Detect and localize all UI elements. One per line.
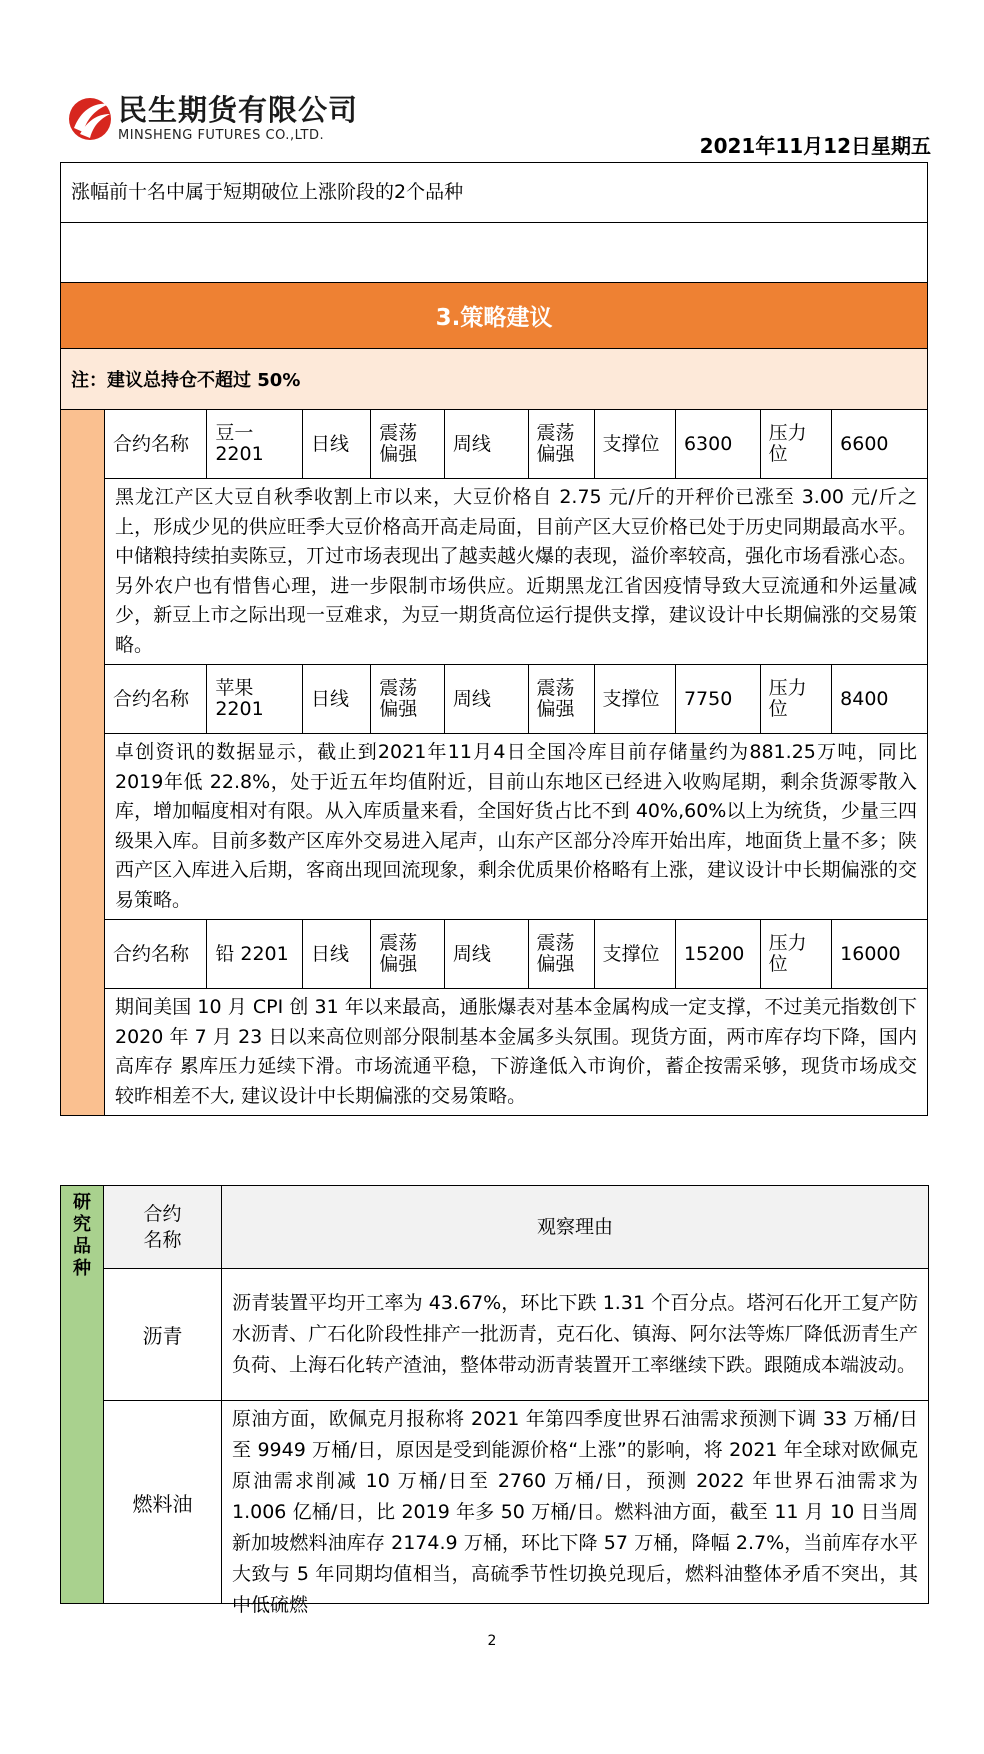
support-value: 7750 [675,665,760,734]
daily-value: 震荡偏强 [371,665,445,734]
contract-label: 合约名称 [105,665,207,734]
contract-label: 合约名称 [105,410,207,479]
daily-label: 日线 [303,665,371,734]
research-row [61,1269,929,1401]
pressure-label: 压力位 [760,665,832,734]
research-reason: 沥青装置平均开工率为 43.67%，环比下跌 1.31 个百分点。塔河石化开工复产防水沥青、广石化阶段性排产一批沥青，克石化、镇海、阿尔法等炼厂降低沥青生产负荷、上海石化转产渣油，整体带动沥青装置开工率继续下跌。跟随成本端波动。 [222,1269,929,1401]
section-header-row [61,283,928,349]
top-text: 涨幅前十名中属于短期破位上涨阶段的2个品种 [61,163,928,223]
weekly-label: 周线 [444,665,528,734]
col-contract-name [104,1186,222,1269]
research-name: 沥青 [104,1269,222,1401]
weekly-value: 震荡偏强 [528,920,594,989]
research-reason-text: 原油方面，欧佩克月报称将 2021 年第四季度世界石油需求预测下调 33 万桶/日至 9949 万桶/日，原因是受到能源价格“上涨”的影响，将 2021 年全球对欧佩克原油需求削减 10 万桶/日至 2760 万桶/日，预测 2022 年世界石油需求为 1.006 亿桶/日，比 2019 年多 50 万桶/日。燃料油方面，截至 11 月 10 日当周新加坡燃料油库存 2174.9 万桶，环比下降 57 万桶，降幅 2.7%，当前库存水平大致与 5 年同期均值相当，高硫季节性切换兑现后，燃料油整体矛盾不突出，其中低硫燃 [232,1408,918,1616]
research-name: 燃料油 [104,1401,222,1604]
col-reason: 观察理由 [222,1186,929,1269]
research-table [60,1185,929,1616]
pressure-value: 6600 [832,410,928,479]
contract-analysis-row [61,479,928,665]
blank-row [61,223,928,283]
contract-analysis: 黑龙江产区大豆自秋季收割上市以来，大豆价格自 2.75 元/斤的开秤价已涨至 3.00 元/斤之上，形成少见的供应旺季大豆价格高开高走局面，目前产区大豆价格已处于历史同期最高水平。中储粮持续拍卖陈豆，丌过市场表现出了越卖越火爆的表现，溢价率较高，强化市场看涨心态。另外农户也有惜售心理，进一步限制市场供应。近期黑龙江省因疫情导致大豆流通和外运量减少，新豆上市之际出现一豆难求，为豆一期货高位运行提供支撑，建议设计中长期偏涨的交易策略。 [105,479,928,665]
contract-analysis: 卓创资讯的数据显示，截止到2021年11月4日全国冷库目前存储量约为881.25万吨，同比2019年低 22.8%，处于近五年均值附近，目前山东地区已经进入收购尾期，剩余货源零散入库，增加幅度相对有限。从入库质量来看，全国好货占比不到 40%,60%以上为统货，少量三四级果入库。目前多数产区库外交易进入尾声，山东产区部分冷库开始出库，地面货上量不多；陕西产区入库进入后期，客商出现回流现象，剩余优质果价格略有上涨，建议设计中长期偏涨的交易策略。 [105,734,928,920]
report-date: 2021年11月12日星期五 [699,134,931,158]
top-text-row [61,163,928,223]
position-note: 注：建议总持仓不超过 50% [61,349,928,410]
research-reason [222,1401,929,1616]
side-bar [61,410,105,1116]
contract-header-row [61,410,928,479]
note-row [61,349,928,410]
blank-cell [61,223,928,283]
research-row [61,1401,929,1604]
weekly-value: 震荡偏强 [528,410,594,479]
daily-label: 日线 [303,410,371,479]
pressure-label: 压力位 [760,410,832,479]
research-side-label [61,1186,104,1604]
support-label: 支撑位 [594,665,675,734]
contract-name: 铅 2201 [207,920,303,989]
support-label: 支撑位 [594,410,675,479]
section-title: 3.策略建议 [61,283,928,349]
research-side-text: 研究品种 [73,1192,91,1279]
research-header-row [61,1186,929,1269]
company-name-cn: 民生期货有限公司 [118,93,359,127]
daily-value: 震荡偏强 [371,410,445,479]
support-label: 支撑位 [594,920,675,989]
col-contract-name-text: 合约名称 [143,1203,182,1251]
page-number: 2 [487,1633,497,1649]
contract-analysis-row [61,734,928,920]
support-value: 15200 [675,920,760,989]
pressure-label: 压力位 [760,920,832,989]
contract-name: 豆一 2201 [207,410,303,479]
weekly-label: 周线 [444,920,528,989]
pressure-value: 16000 [832,920,928,989]
weekly-label: 周线 [444,410,528,479]
support-value: 6300 [675,410,760,479]
daily-value: 震荡偏强 [371,920,445,989]
contract-header-row [61,920,928,989]
pressure-value: 8400 [832,665,928,734]
contract-header-row [61,665,928,734]
contract-label: 合约名称 [105,920,207,989]
contract-analysis-row [61,989,928,1116]
contract-name: 苹果 2201 [207,665,303,734]
company-name-en: MINSHENG FUTURES CO.,LTD. [118,128,325,143]
strategy-table [60,162,928,1116]
weekly-value: 震荡偏强 [528,665,594,734]
contract-analysis: 期间美国 10 月 CPI 创 31 年以来最高，通胀爆表对基本金属构成一定支撑，不过美元指数创下 2020 年 7 月 23 日以来高位则部分限制基本金属多头氛围。现货方面，两市库存均下降，国内高库存 累库压力延续下滑。市场流通平稳，下游逢低入市询价，蓄企按需采够，现货市场成交较昨相差不大, 建议设计中长期偏涨的交易策略。 [105,989,928,1116]
daily-label: 日线 [303,920,371,989]
